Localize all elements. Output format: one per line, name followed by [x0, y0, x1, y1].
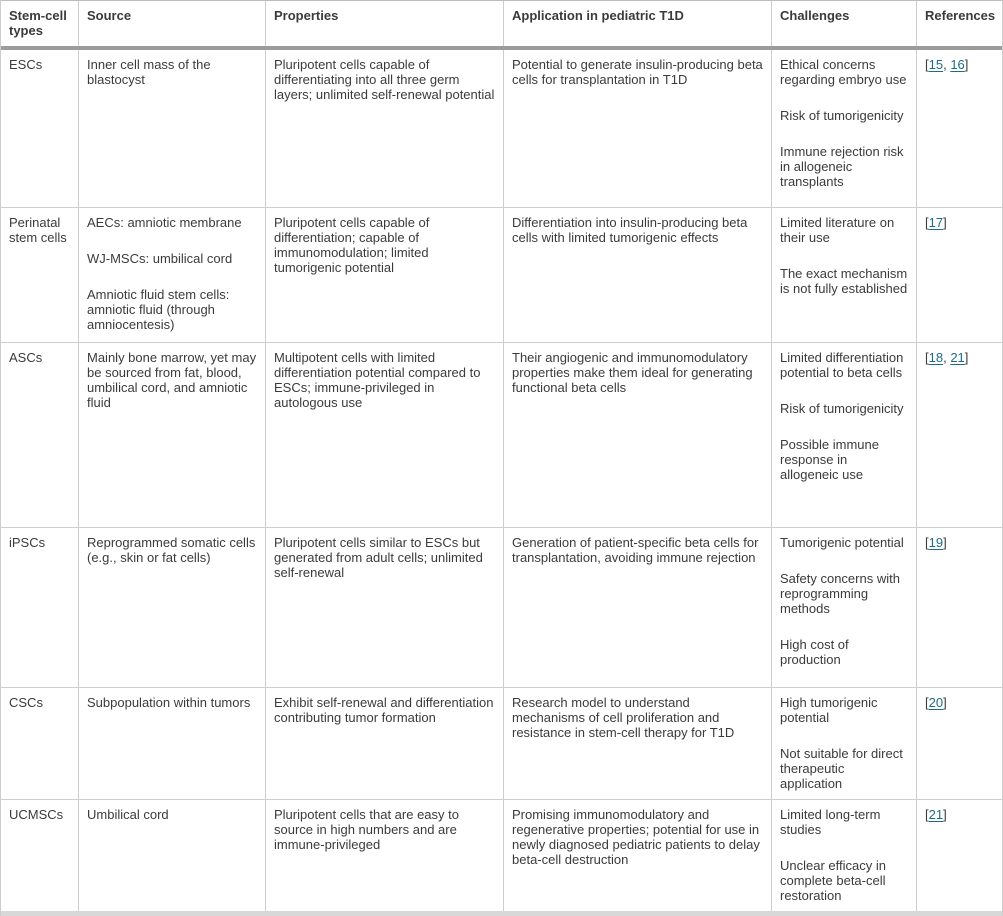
cell-application-paragraph: Research model to understand mechanisms of cell proliferation and resistance in stem-cell therapy for T1D [512, 695, 735, 740]
table-row [1, 343, 1002, 528]
cell-properties-paragraph: Multipotent cells with limited differentiation potential compared to ESCs; immune-privileged in autologous use [274, 350, 481, 410]
cell-properties [266, 208, 504, 342]
cell-application [504, 50, 772, 207]
reference-link[interactable]: 21 [950, 350, 965, 365]
cell-challenges-paragraph: Unclear efficacy in complete beta-cell restoration [780, 858, 886, 903]
cell-source-paragraph: Reprogrammed somatic cells (e.g., skin or fat cells) [87, 535, 256, 565]
cell-application-paragraph: Their angiogenic and immunomodulatory properties make them ideal for generating functional beta cells [512, 350, 753, 395]
column-header-challenges: Challenges [772, 1, 917, 46]
cell-source [79, 528, 266, 687]
cell-challenges-paragraph: Limited differentiation potential to beta cells [780, 350, 904, 380]
cell-application-paragraph: Differentiation into insulin-producing beta cells with limited tumorigenic effects [512, 215, 748, 245]
cell-stem-cell-type: UCMSCs [1, 800, 79, 911]
cell-properties [266, 50, 504, 207]
cell-properties-paragraph: Pluripotent cells that are easy to source in high numbers and are immune-privileged [274, 807, 459, 852]
cell-application [504, 343, 772, 527]
cell-source [79, 343, 266, 527]
cell-properties [266, 343, 504, 527]
cell-properties-paragraph: Pluripotent cells capable of differentiating into all three germ layers; unlimited self-renewal potential [274, 57, 495, 102]
cell-application-paragraph: Generation of patient-specific beta cells for transplantation, avoiding immune rejection [512, 535, 759, 565]
cell-references [917, 528, 1002, 687]
table-row [1, 528, 1002, 688]
cell-stem-cell-type: ASCs [1, 343, 79, 527]
cell-stem-cell-type: Perinatal stem cells [1, 208, 79, 342]
references-open-bracket: [ [925, 807, 929, 822]
references-close-bracket: ] [943, 695, 947, 710]
references-close-bracket: ] [964, 57, 969, 72]
cell-references [917, 50, 1002, 207]
reference-link[interactable]: 18 [928, 350, 944, 365]
cell-properties-paragraph: Exhibit self-renewal and differentiation contributing tumor formation [274, 695, 494, 725]
cell-properties [266, 688, 504, 799]
cell-source-paragraph: Mainly bone marrow, yet may be sourced from fat, blood, umbilical cord, and amniotic fluid [87, 350, 257, 410]
cell-challenges-paragraph: Ethical concerns regarding embryo use [780, 57, 907, 87]
cell-source-paragraph: Umbilical cord [87, 807, 169, 822]
references-close-bracket: ] [943, 215, 947, 230]
cell-source-paragraph: WJ-MSCs: umbilical cord [87, 251, 233, 266]
cell-properties-paragraph: Pluripotent cells similar to ESCs but generated from adult cells; unlimited self-renewal [274, 535, 483, 580]
cell-references [917, 688, 1002, 799]
table-body [1, 50, 1002, 911]
references-close-bracket: ] [964, 350, 969, 365]
cell-challenges-paragraph: Not suitable for direct therapeutic application [780, 746, 903, 791]
references-close-bracket: ] [943, 807, 947, 822]
cell-stem-cell-type: iPSCs [1, 528, 79, 687]
reference-link[interactable]: 17 [928, 215, 944, 230]
cell-challenges-paragraph: Limited long-term studies [780, 807, 881, 837]
cell-properties-paragraph: Pluripotent cells capable of differentiation; capable of immunomodulation; limited tumorigenic potential [274, 215, 430, 275]
cell-challenges-paragraph: Possible immune response in allogeneic use [780, 437, 879, 482]
reference-link[interactable]: 20 [928, 695, 944, 710]
cell-challenges-paragraph: High tumorigenic potential [780, 695, 878, 725]
cell-source [79, 50, 266, 207]
cell-challenges-paragraph: Risk of tumorigenicity [780, 108, 904, 123]
reference-link[interactable]: 15 [928, 57, 944, 72]
reference-link[interactable]: 21 [928, 807, 944, 822]
column-header-references: References [925, 8, 996, 23]
cell-challenges-paragraph: Immune rejection risk in allogeneic transplants [780, 144, 904, 189]
table-header-row [1, 1, 1002, 46]
cell-challenges [772, 528, 917, 687]
cell-application-paragraph: Promising immunomodulatory and regenerative properties; potential for use in newly diagnosed pediatric patients to delay beta-cell destruction [512, 807, 760, 867]
references-close-bracket: ] [943, 535, 947, 550]
column-header-stem-cell-types: Stem-cell types [1, 1, 79, 46]
references-open-bracket: [ [925, 535, 929, 550]
references-open-bracket: [ [925, 350, 929, 365]
cell-challenges-paragraph: Limited literature on their use [780, 215, 895, 245]
cell-challenges-paragraph: Tumorigenic potential [780, 535, 904, 550]
references-open-bracket: [ [925, 57, 929, 72]
cell-application [504, 528, 772, 687]
cell-references [917, 208, 1002, 342]
bottom-rule [1, 911, 1002, 916]
cell-challenges [772, 50, 917, 207]
references-open-bracket: [ [925, 695, 929, 710]
cell-references [917, 343, 1002, 527]
cell-challenges-paragraph: The exact mechanism is not fully established [780, 266, 908, 296]
table-row [1, 208, 1002, 343]
cell-source-paragraph: Inner cell mass of the blastocyst [87, 57, 211, 87]
column-header-application: Application in pediatric T1D [504, 1, 772, 46]
cell-challenges [772, 343, 917, 527]
cell-challenges [772, 208, 917, 342]
cell-stem-cell-type: ESCs [1, 50, 79, 207]
cell-source [79, 688, 266, 799]
table-row [1, 688, 1002, 800]
cell-stem-cell-type: CSCs [1, 688, 79, 799]
cell-challenges [772, 688, 917, 799]
cell-properties [266, 528, 504, 687]
column-header-properties: Properties [266, 1, 504, 46]
cell-source [79, 800, 266, 911]
cell-challenges [772, 800, 917, 911]
cell-properties [266, 800, 504, 911]
cell-challenges-paragraph: Safety concerns with reprogramming methods [780, 571, 900, 616]
cell-source-paragraph: Amniotic fluid stem cells: amniotic fluid (through amniocentesis) [87, 287, 230, 332]
cell-application [504, 688, 772, 799]
reference-link[interactable]: 19 [928, 535, 944, 550]
cell-application [504, 800, 772, 911]
cell-challenges-paragraph: High cost of production [780, 637, 849, 667]
table-row [1, 800, 1002, 911]
references-separator: , [943, 350, 951, 365]
references-open-bracket: [ [925, 215, 929, 230]
cell-challenges-paragraph: Risk of tumorigenicity [780, 401, 904, 416]
cell-source-paragraph: AECs: amniotic membrane [87, 215, 242, 230]
cell-application [504, 208, 772, 342]
references-separator: , [943, 57, 951, 72]
cell-application-paragraph: Potential to generate insulin-producing beta cells for transplantation in T1D [512, 57, 763, 87]
cell-references [917, 800, 1002, 911]
reference-link[interactable]: 16 [950, 57, 965, 72]
column-header-source: Source [79, 1, 266, 46]
cell-source [79, 208, 266, 342]
cell-source-paragraph: Subpopulation within tumors [87, 695, 251, 710]
table-row [1, 50, 1002, 208]
